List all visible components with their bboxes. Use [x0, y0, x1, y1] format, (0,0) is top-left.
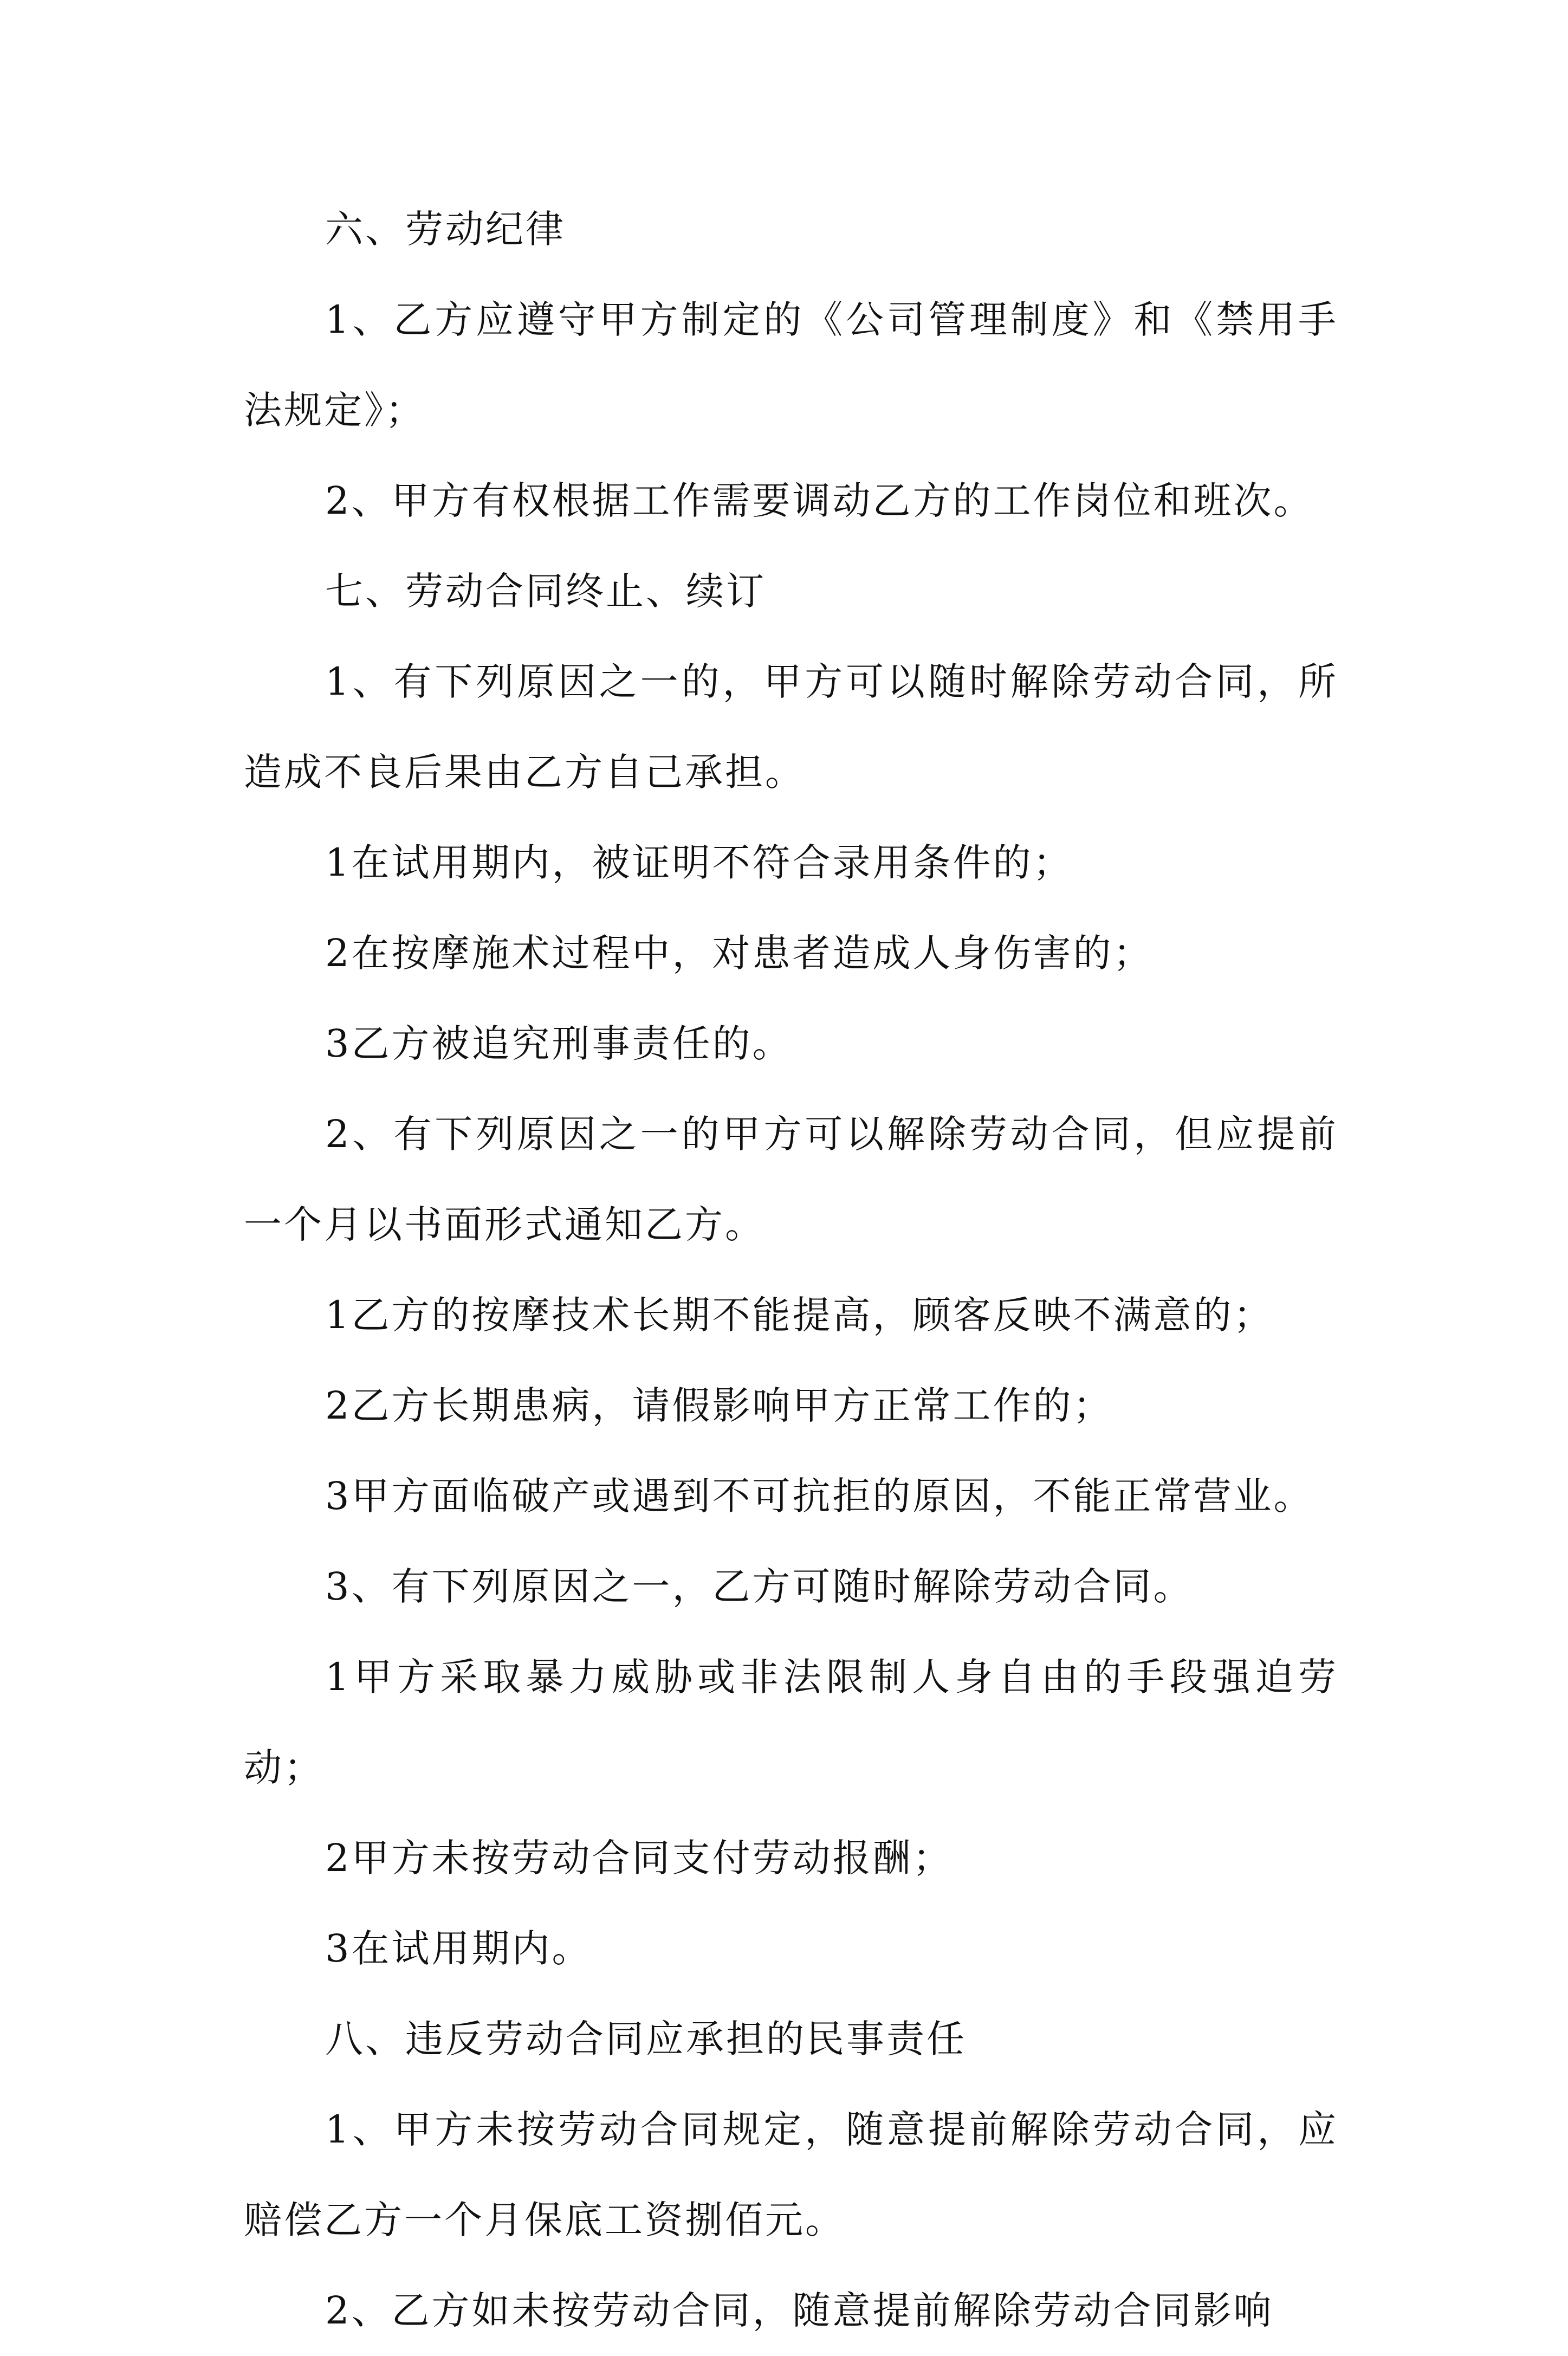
list-item: 1在试用期内，被证明不符合录用条件的；	[325, 840, 1073, 885]
list-item: 3在试用期内。	[325, 1926, 592, 1971]
paragraph: 2、乙方如未按劳动合同，随意提前解除劳动合同影响	[325, 2288, 1274, 2333]
section-heading-civil-liability: 八、违反劳动合同应承担的民事责任	[325, 2017, 967, 2061]
paragraph: 2、有下列原因之一的甲方可以解除劳动合同，但应提前一个月以书面形式通知乙方。	[244, 1112, 1338, 1247]
list-item: 2在按摩施术过程中，对患者造成人身伤害的；	[325, 931, 1154, 975]
section-heading-contract-termination: 七、劳动合同终止、续订	[325, 569, 766, 613]
paragraph: 1、有下列原因之一的，甲方可以随时解除劳动合同，所造成不良后果由乙方自己承担。	[244, 659, 1338, 794]
list-item: 2乙方长期患病，请假影响甲方正常工作的；	[325, 1383, 1113, 1428]
paragraph: 2、甲方有权根据工作需要调动乙方的工作岗位和班次。	[325, 478, 1314, 523]
paragraph: 3、有下列原因之一，乙方可随时解除劳动合同。	[325, 1564, 1194, 1609]
list-item: 1乙方的按摩技术长期不能提高，顾客反映不满意的；	[325, 1293, 1274, 1337]
list-item: 2甲方未按劳动合同支付劳动报酬；	[325, 1836, 953, 1880]
paragraph: 1、乙方应遵守甲方制定的《公司管理制度》和《禁用手法规定》；	[244, 297, 1338, 432]
list-item: 3甲方面临破产或遇到不可抗拒的原因，不能正常营业。	[325, 1474, 1314, 1518]
paragraph: 1、甲方未按劳动合同规定，随意提前解除劳动合同，应赔偿乙方一个月保底工资捌佰元。	[244, 2107, 1338, 2242]
document-body	[244, 184, 1338, 2356]
section-heading-labor-discipline: 六、劳动纪律	[325, 207, 566, 251]
list-item: 3乙方被追究刑事责任的。	[325, 1021, 793, 1066]
list-item: 1甲方采取暴力威胁或非法限制人身自由的手段强迫劳动；	[244, 1655, 1338, 1790]
